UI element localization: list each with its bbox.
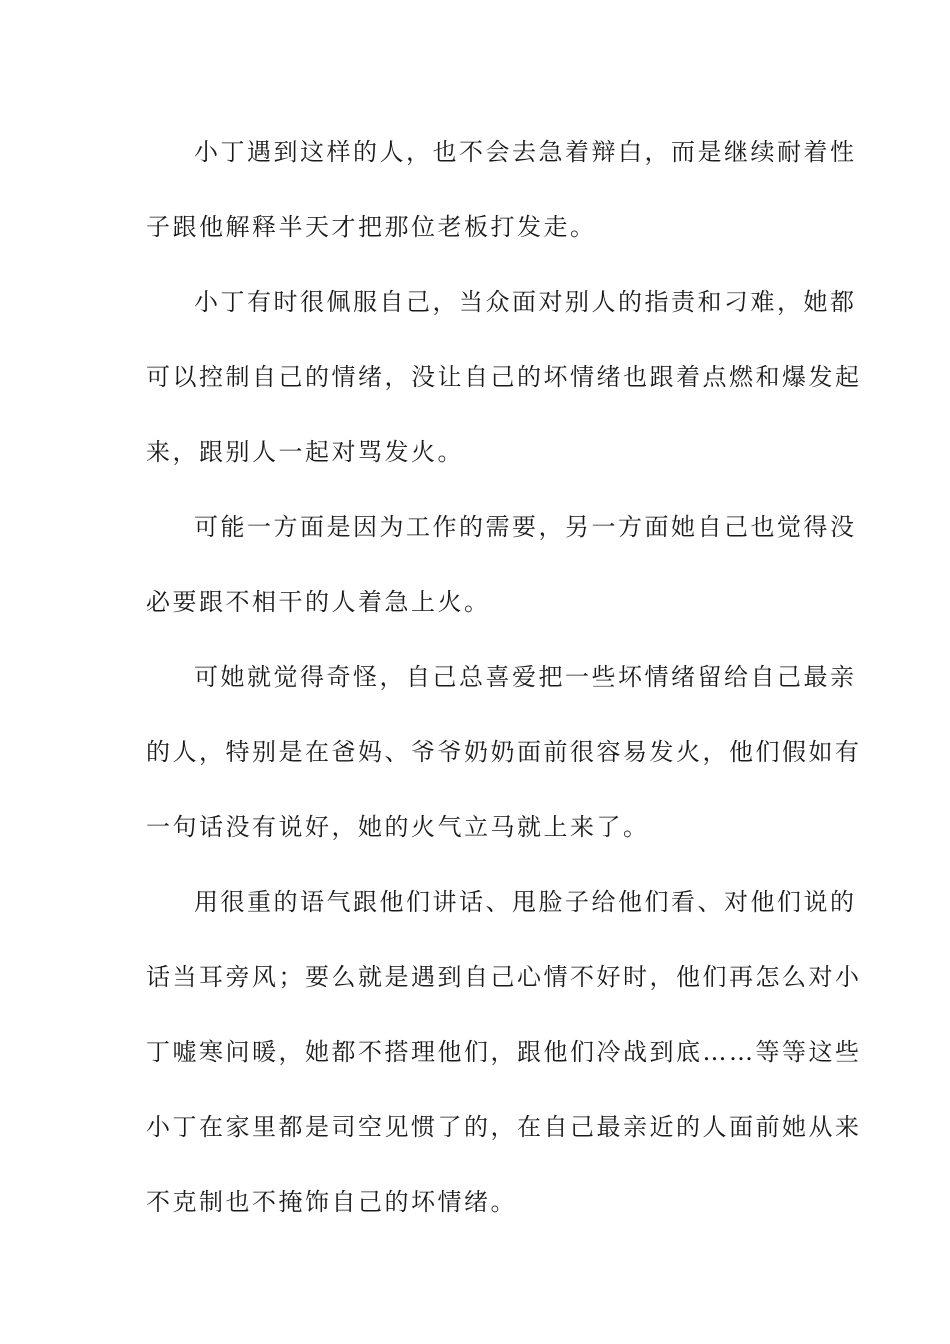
text-line: 话当耳旁风；要么就是遇到自己心情不好时，他们再怎么对小 [146,963,862,991]
text-line: 用很重的语气跟他们讲话、甩脸子给他们看、对他们说的 [194,888,857,916]
text-line: 必要跟不相干的人着急上火。 [146,588,491,616]
text-line: 的人，特别是在爸妈、爷爷奶奶面前很容易发火，他们假如有 [146,738,862,766]
text-line: 小丁有时很佩服自己，当众面对别人的指责和刁难，她都 [194,288,857,316]
text-line: 小丁遇到这样的人，也不会去急着辩白，而是继续耐着性 [194,138,857,166]
text-line: 不克制也不掩饰自己的坏情绪。 [146,1188,517,1216]
text-line: 可能一方面是因为工作的需要，另一方面她自己也觉得没 [194,513,857,541]
text-line: 可她就觉得奇怪，自己总喜爱把一些坏情绪留给自己最亲 [194,663,857,691]
text-line: 丁嘘寒问暖，她都不搭理他们，跟他们冷战到底……等等这些 [146,1038,862,1066]
text-line: 子跟他解释半天才把那位老板打发走。 [146,213,597,241]
text-line: 一句话没有说好，她的火气立马就上来了。 [146,813,650,841]
text-line: 来，跟别人一起对骂发火。 [146,438,464,466]
text-line: 小丁在家里都是司空见惯了的，在自己最亲近的人面前她从来 [146,1113,862,1141]
document-body [146,132,862,1257]
text-line: 可以控制自己的情绪，没让自己的坏情绪也跟着点燃和爆发起 [146,363,862,391]
